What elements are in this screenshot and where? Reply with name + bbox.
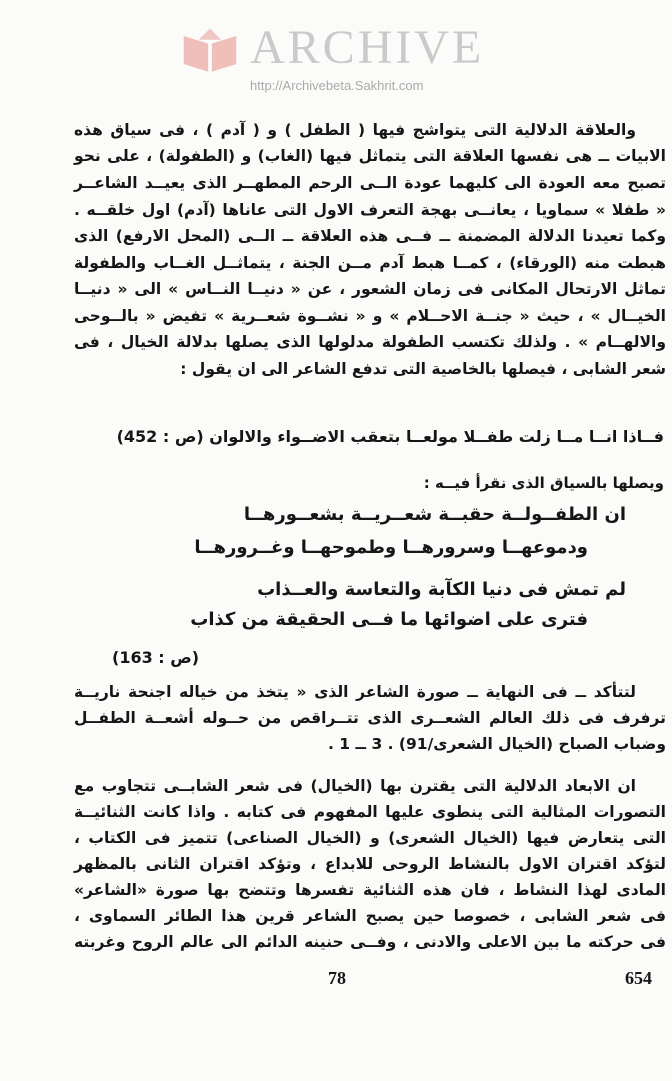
- text-line: التصورات المثالية التى ينطوى عليها المفهوم فى كتابه . واذا كانت الثنائيــة: [74, 803, 666, 821]
- text-line: ان الابعاد الدلالية التى يقترن بها (الخيال) فى شعر الشابــى تتجاوب مع: [74, 777, 636, 795]
- text-line: فى شعر الشابى ، خصوصا حين يصبح الشاعر قرين هذا الطائر السماوى ،: [74, 907, 666, 925]
- text-line: الخيــال » ، حيث « جنــة الاحــلام » و « نشــوة شعــرية » تفيض « بالــوحى: [74, 307, 666, 325]
- text-line: التى يتعارض فيها (الخيال الشعرى) و (الخيال الصناعى) تتميز فى الكتاب ،: [74, 829, 666, 847]
- verse-reference: (ص : 163): [112, 648, 200, 667]
- text-line: « طفلا » سماويا ، يعانــى بهجة التعرف الاول التى عاناها (آدم) اول خلقــه .: [74, 201, 666, 219]
- verse-line: فترى على اضوائها ما فــى الحقيقة من كذاب: [190, 609, 588, 630]
- verse-line: ان الطفــولــة حقبــة شعــريــة بشعــورهــا: [243, 504, 626, 525]
- text-line: وكما تعيدنا الدلالة المضمنة ــ فــى هذه العلاقة ــ الــى (المحل الارفع) الذى: [74, 227, 666, 245]
- scan-page-number: 654: [625, 968, 652, 988]
- text-line: لتؤكد اقتران الاول بالنشاط الروحى للابداع ، وتؤكد اقتران الثانى بالمظهر: [74, 855, 666, 873]
- text-line: تماثل الارتحال المكانى فى زمان الشعور ، عن « دنيــا النــاس » الى « دنيــا: [74, 280, 666, 298]
- text-line: تصبح معه العودة الى كليهما عودة الــى الرحم المطهــر الذى يعيــد الشاعــر: [74, 174, 666, 192]
- text-line: ترفرف فى ذلك العالم الشعــرى الذى تتــراقص من حــوله أشعــة الطفــل: [74, 709, 666, 727]
- verse-line: لم تمش فى دنيا الكآبة والتعاسة والعــذاب: [257, 579, 626, 600]
- text-line: لتتأكد ــ فى النهاية ــ صورة الشاعر الذى « يتخذ من خياله اجنحة ناريــة: [74, 683, 636, 701]
- text-line: الابيات ــ هى نفسها العلاقة التى يتماثل فيها (الغاب) و (الطفولة) ، على نحو: [74, 147, 666, 165]
- quoted-verse: فــاذا انــا مــا زلت طفــلا مولعــا بتعقب الاضــواء والالوان (ص : 452): [116, 427, 664, 446]
- text-line: المادى لهذا النشاط ، فان هذه الثنائية تفسرها وتتضح بها صورة «الشاعر»: [74, 881, 666, 899]
- text-line: والعلاقة الدلالية التى يتواشج فيها ( الطفل ) و ( آدم ) ، فى سياق هذه: [74, 121, 636, 139]
- archive-logo-icon: [180, 26, 240, 74]
- text-line: شعر الشابى ، فيصلها بالخاصية التى تدفع الشاعر الى ان يقول :: [180, 360, 666, 378]
- text-line: والالهــام » . ولذلك تكتسب الطفولة مدلولها الذى يصلها بدلالة الخيال ، فى: [74, 333, 666, 351]
- watermark-text: ARCHIVE: [250, 21, 485, 74]
- verse-line: ودموعهــا وسرورهــا وطموحهــا وغــرورهــا: [194, 537, 588, 558]
- book-page-number: 78: [328, 968, 346, 988]
- watermark-url: http://Archivebeta.Sakhrit.com: [250, 78, 424, 93]
- intro-line: ويصلها بالسياق الذى نقرأ فيــه :: [423, 474, 664, 492]
- text-line: وضباب الصباح (الخيال الشعرى/91) . 3 ــ 1 .: [327, 735, 666, 753]
- text-line: فى حركته ما بين الاعلى والادنى ، وفــى حنينه الدائم الى عالم الروح وغربته: [74, 933, 666, 951]
- text-line: هبطت منه (الورقاء) ، كمــا هبط آدم مــن الجنة ، يتماثــل الغــاب والطفولة: [74, 254, 666, 272]
